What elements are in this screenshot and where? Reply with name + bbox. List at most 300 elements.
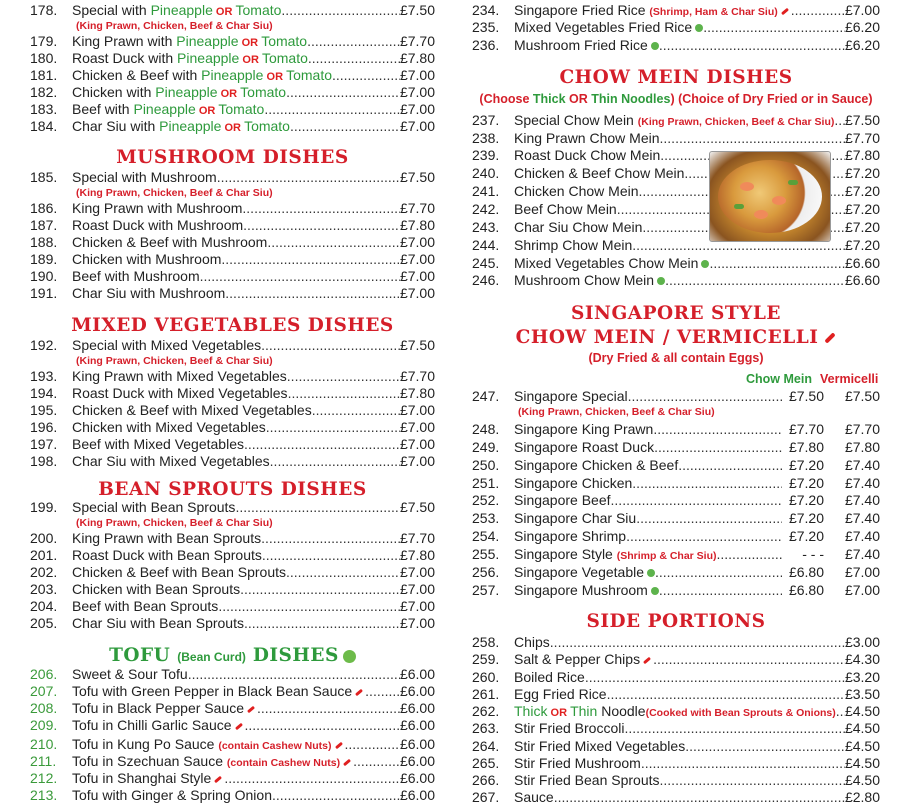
- item-price: £7.70: [788, 421, 824, 437]
- item-name-part: Special with Mushroom: [72, 169, 217, 185]
- item-name: [72, 499, 235, 516]
- item-name-part: Pineapple: [150, 2, 213, 18]
- item-name-part: Chicken with Bean Sprouts: [72, 581, 241, 597]
- vegetarian-icon: [651, 587, 659, 595]
- item-name-part: Pineapple: [176, 33, 239, 49]
- section-heading: CHOW MEIN DISHES: [559, 67, 793, 88]
- item-number: 212.: [30, 770, 58, 786]
- item-name: [514, 528, 626, 545]
- menu-item: [30, 118, 435, 135]
- item-number: 181.: [30, 67, 58, 83]
- item-name: [72, 453, 270, 470]
- item-price: £2.80: [844, 789, 880, 805]
- item-name-part: Singapore Chicken & Beef: [514, 457, 679, 473]
- item-name: [514, 755, 641, 772]
- leader-dots: [288, 385, 400, 402]
- leader-dots: [836, 703, 845, 720]
- item-price-vermicelli: £7.40: [844, 475, 880, 491]
- item-number: 210.: [30, 736, 58, 752]
- item-name-part: Singapore Fried Rice: [514, 2, 650, 18]
- item-number: 178.: [30, 2, 58, 18]
- item-number: 258.: [472, 634, 500, 650]
- leader-dots: [628, 388, 782, 405]
- menu-item: [472, 720, 880, 737]
- item-price: £7.50: [399, 337, 435, 353]
- item-number: 186.: [30, 200, 58, 216]
- leader-dots: [685, 738, 845, 755]
- item-name-part: Beef with Bean Sprouts: [72, 598, 219, 614]
- item-number: 213.: [30, 787, 58, 803]
- item-price: £7.20: [788, 528, 824, 544]
- item-price-vermicelli: £7.40: [844, 528, 880, 544]
- item-number: 240.: [472, 165, 500, 181]
- column-header-vermicelli: Vermicelli: [820, 372, 879, 386]
- item-number: 203.: [30, 581, 58, 597]
- item-name-part: Char Siu with Bean Sprouts: [72, 615, 244, 631]
- vegetarian-icon: [651, 42, 659, 50]
- item-price: £7.80: [399, 217, 435, 233]
- item-name: [514, 255, 709, 272]
- leader-dots: [286, 84, 400, 101]
- menu-item: [30, 615, 435, 632]
- item-number: 235.: [472, 19, 500, 35]
- menu-item: [472, 686, 880, 703]
- leader-dots: [653, 421, 782, 438]
- item-price: £7.50: [399, 169, 435, 185]
- item-name: [72, 268, 200, 285]
- item-name-part: Tofu in Shanghai Style: [72, 770, 212, 786]
- leader-dots: [218, 598, 400, 615]
- item-price: £7.00: [844, 2, 880, 18]
- menu-item: [30, 736, 435, 753]
- item-price-vermicelli: £7.00: [844, 564, 880, 580]
- item-name: [514, 37, 659, 54]
- item-number: 205.: [30, 615, 58, 631]
- item-number: 194.: [30, 385, 58, 401]
- item-name-part: Sweet & Sour Tofu: [72, 666, 188, 682]
- item-number: 238.: [472, 130, 500, 146]
- menu-item: [472, 2, 880, 19]
- chili-icon: [343, 759, 351, 766]
- item-name: [514, 219, 642, 236]
- menu-item: [30, 50, 435, 67]
- item-name-part: Chips: [514, 634, 550, 650]
- item-name-part: Singapore Chicken: [514, 475, 633, 491]
- item-price: £7.20: [788, 457, 824, 473]
- leader-dots: [791, 2, 845, 19]
- item-number: 241.: [472, 183, 500, 199]
- item-name-part: King Prawn with Bean Sprouts: [72, 530, 262, 546]
- item-number: 195.: [30, 402, 58, 418]
- item-price: £6.00: [399, 787, 435, 803]
- leader-dots: [240, 581, 400, 598]
- menu-item: [30, 598, 435, 615]
- leader-dots: [550, 634, 845, 651]
- item-name: [514, 686, 607, 703]
- leader-dots: [267, 234, 400, 251]
- menu-item: [472, 634, 880, 651]
- item-name: [72, 402, 312, 419]
- item-price: £4.50: [844, 703, 880, 719]
- menu-item: [472, 130, 880, 147]
- item-name: [514, 703, 836, 720]
- item-name-part: Boiled Rice: [514, 669, 585, 685]
- leader-dots: [654, 439, 782, 456]
- item-name: [72, 84, 286, 101]
- menu-item: [30, 787, 435, 804]
- item-name-part: Special with: [72, 2, 151, 18]
- item-number: 182.: [30, 84, 58, 100]
- item-number: 184.: [30, 118, 58, 134]
- item-name-part: King Prawn with Mixed Vegetables: [72, 368, 287, 384]
- item-name: [72, 285, 225, 302]
- item-price: £7.00: [399, 598, 435, 614]
- menu-item: [472, 421, 880, 438]
- menu-item: [30, 169, 435, 186]
- leader-dots: [665, 272, 845, 289]
- item-price: £7.00: [399, 118, 435, 134]
- note-part: Thin Noodles: [591, 92, 671, 106]
- item-name-part: Special Chow Mein: [514, 112, 638, 128]
- heading-part: TOFU: [109, 645, 171, 666]
- item-price: £3.50: [844, 686, 880, 702]
- item-name-part: Special with Bean Sprouts: [72, 499, 236, 515]
- menu-item: [30, 419, 435, 436]
- item-name: [72, 234, 267, 251]
- item-name-part: OR: [547, 707, 571, 719]
- item-name: [514, 510, 636, 527]
- leader-dots: [312, 402, 400, 419]
- item-number: 183.: [30, 101, 58, 117]
- note-part: (Choose: [479, 92, 533, 106]
- item-name-part: OR: [238, 37, 262, 49]
- item-name: [72, 717, 245, 734]
- item-price: £7.20: [788, 492, 824, 508]
- menu-item: [30, 285, 435, 302]
- item-price: - - -: [802, 546, 824, 562]
- menu-item: [30, 84, 435, 101]
- menu-item: [30, 770, 435, 787]
- item-name-part: Beef with Mixed Vegetables: [72, 436, 244, 452]
- item-name: [72, 337, 261, 354]
- item-name: [514, 789, 554, 806]
- menu-item: [30, 547, 435, 564]
- menu-item: [472, 510, 880, 527]
- item-name: [514, 634, 550, 651]
- menu-item: [30, 753, 435, 770]
- item-name: [514, 669, 585, 686]
- menu-item: [472, 564, 880, 581]
- leader-dots: [660, 130, 845, 147]
- item-name-part: Tofu in Szechuan Sauce: [72, 753, 227, 769]
- item-price-vermicelli: £7.80: [844, 439, 880, 455]
- chili-icon: [355, 689, 363, 696]
- item-number: 267.: [472, 789, 500, 805]
- item-name-part: Tofu in Black Pepper Sauce: [72, 700, 244, 716]
- item-price: £6.00: [399, 770, 435, 786]
- item-number: 191.: [30, 285, 58, 301]
- item-number: 245.: [472, 255, 500, 271]
- item-price: £6.80: [788, 582, 824, 598]
- leader-dots: [262, 547, 400, 564]
- item-name-part: (contain Cashew Nuts): [226, 757, 341, 769]
- item-price-vermicelli: £7.00: [844, 582, 880, 598]
- item-name: [514, 582, 659, 599]
- menu-item: [472, 546, 880, 563]
- item-name-part: OR: [221, 122, 245, 134]
- menu-item: [472, 492, 880, 509]
- item-name: [514, 457, 678, 474]
- item-name-part: OR: [239, 54, 262, 66]
- item-number: 198.: [30, 453, 58, 469]
- menu-item: [472, 388, 880, 405]
- leader-dots: [261, 530, 400, 547]
- menu-item: [30, 499, 435, 516]
- item-price: £7.50: [788, 388, 824, 404]
- menu-item: [472, 669, 880, 686]
- item-number: 211.: [30, 753, 57, 769]
- item-name-part: Tofu in Kung Po Sauce: [72, 736, 219, 752]
- item-name-part: Char Siu with Mixed Vegetables: [72, 453, 270, 469]
- item-name-part: Mixed Vegetables Fried Rice: [514, 19, 693, 35]
- item-name-part: Salt & Pepper Chips: [514, 651, 641, 667]
- item-name: [514, 201, 617, 218]
- item-number: 189.: [30, 251, 58, 267]
- item-number: 252.: [472, 492, 500, 508]
- menu-item: [30, 581, 435, 598]
- item-name-part: Roast Duck with: [72, 50, 178, 66]
- item-number: 243.: [472, 219, 500, 235]
- leader-dots: [217, 169, 400, 186]
- item-name: [514, 388, 628, 405]
- menu-item: [30, 402, 435, 419]
- leader-dots: [200, 268, 400, 285]
- item-name: [514, 421, 653, 438]
- leader-dots: [243, 217, 400, 234]
- leader-dots: [332, 67, 400, 84]
- item-name-part: Singapore Vegetable: [514, 564, 644, 580]
- item-price: £6.80: [788, 564, 824, 580]
- item-price: £6.00: [399, 700, 435, 716]
- leader-dots: [287, 368, 400, 385]
- item-price: £7.80: [844, 147, 880, 163]
- item-name: [72, 385, 288, 402]
- item-name: [72, 581, 240, 598]
- item-name-part: Roast Duck with Mixed Vegetables: [72, 385, 288, 401]
- item-price: £6.20: [844, 37, 880, 53]
- item-name-part: Chicken with Mushroom: [72, 251, 222, 267]
- menu-item: [472, 439, 880, 456]
- item-name-part: Tomato: [286, 67, 332, 83]
- item-price: £7.50: [844, 112, 880, 128]
- item-price-vermicelli: £7.40: [844, 457, 880, 473]
- leader-dots: [345, 736, 400, 753]
- vegetarian-icon: [657, 277, 665, 285]
- item-name: [514, 272, 665, 289]
- item-name-part: Char Siu with Mushroom: [72, 285, 226, 301]
- item-name: [72, 736, 345, 753]
- leader-dots: [266, 419, 400, 436]
- item-number: 250.: [472, 457, 500, 473]
- leader-dots: [834, 112, 845, 129]
- item-name: [514, 651, 653, 668]
- item-number: 242.: [472, 201, 500, 217]
- item-price: £4.50: [844, 720, 880, 736]
- item-name: [72, 118, 290, 135]
- item-name-part: Pineapple: [177, 50, 240, 66]
- leader-dots: [653, 651, 845, 668]
- item-name-part: Tomato: [261, 33, 308, 49]
- menu-item: [472, 755, 880, 772]
- menu-item: [30, 683, 435, 700]
- item-number: 264.: [472, 738, 500, 754]
- leader-dots: [245, 717, 400, 734]
- item-number: 202.: [30, 564, 58, 580]
- menu-item: [30, 717, 435, 734]
- leader-dots: [632, 475, 782, 492]
- menu-item: [30, 666, 435, 683]
- item-name: [72, 169, 217, 186]
- vegetarian-icon: [343, 650, 356, 663]
- chili-icon: [214, 776, 222, 783]
- item-name-part: Pineapple: [159, 118, 222, 134]
- item-name: [72, 2, 281, 19]
- chili-icon: [247, 706, 255, 713]
- menu-item: [472, 112, 880, 129]
- item-name-part: Char Siu with: [72, 118, 160, 134]
- item-number: 265.: [472, 755, 500, 771]
- menu-item: [30, 200, 435, 217]
- item-name-part: Beef with Mushroom: [72, 268, 200, 284]
- item-name: [72, 101, 264, 118]
- item-name: [72, 530, 261, 547]
- item-name-part: (Cooked with Bean Sprouts & Onions): [645, 707, 836, 719]
- menu-item: [30, 453, 435, 470]
- leader-dots: [585, 669, 845, 686]
- item-price: £7.20: [844, 237, 880, 253]
- menu-item: [30, 268, 435, 285]
- leader-dots: [365, 683, 400, 700]
- item-number: 201.: [30, 547, 58, 563]
- menu-item: [472, 19, 880, 36]
- item-price: £3.20: [844, 669, 880, 685]
- item-name: [72, 547, 262, 564]
- leader-dots: [235, 499, 400, 516]
- item-number: 261.: [472, 686, 500, 702]
- item-price: £7.20: [788, 510, 824, 526]
- item-name-part: Chicken & Beef with Bean Sprouts: [72, 564, 287, 580]
- item-name-part: Beef Chow Mein: [514, 201, 617, 217]
- item-name-part: Singapore Mushroom: [514, 582, 648, 598]
- leader-dots: [242, 200, 400, 217]
- item-number: 266.: [472, 772, 500, 788]
- item-name: [514, 564, 655, 581]
- item-number: 204.: [30, 598, 58, 614]
- item-note: (King Prawn, Chicken, Beef & Char Siu): [76, 187, 273, 199]
- item-number: 247.: [472, 388, 500, 404]
- leader-dots: [224, 770, 400, 787]
- item-price: £6.00: [399, 717, 435, 733]
- item-number: 263.: [472, 720, 500, 736]
- item-number: 180.: [30, 50, 58, 66]
- leader-dots: [257, 700, 400, 717]
- item-name-part: Pineapple: [201, 67, 264, 83]
- item-name-part: (King Prawn, Chicken, Beef & Char Siu): [637, 116, 835, 128]
- menu-item: [472, 651, 880, 668]
- chili-icon: [234, 723, 242, 730]
- menu-item: [30, 217, 435, 234]
- item-name: [514, 147, 660, 164]
- item-name-part: Stir Fried Mushroom: [514, 755, 641, 771]
- heading-part: CHOW MEIN / VERMICELLI: [515, 327, 819, 348]
- leader-dots: [307, 33, 400, 50]
- leader-dots: [659, 37, 845, 54]
- leader-dots: [659, 582, 782, 599]
- chili-icon: [334, 742, 342, 749]
- item-name: [72, 683, 365, 700]
- item-name-part: Tomato: [240, 84, 287, 100]
- item-price: £4.50: [844, 772, 880, 788]
- item-name-part: Char Siu Chow Mein: [514, 219, 643, 235]
- note-part: Thick: [532, 92, 566, 106]
- leader-dots: [225, 285, 400, 302]
- item-name-part: King Prawn Chow Mein: [514, 130, 660, 146]
- leader-dots: [286, 564, 400, 581]
- item-name-part: Beef with: [72, 101, 134, 117]
- item-price: £7.00: [399, 436, 435, 452]
- item-name-part: (Shrimp, Ham & Char Siu): [649, 6, 778, 18]
- item-name-part: Roast Duck Chow Mein: [514, 147, 661, 163]
- item-name-part: Chicken with: [72, 84, 156, 100]
- item-number: 262.: [472, 703, 500, 719]
- item-number: 197.: [30, 436, 58, 452]
- item-price: £6.60: [844, 272, 880, 288]
- menu-item: [30, 700, 435, 717]
- item-number: 209.: [30, 717, 58, 733]
- section-heading: MUSHROOM DISHES: [116, 147, 349, 168]
- item-name-part: Mushroom Chow Mein: [514, 272, 655, 288]
- item-name: [72, 67, 332, 84]
- item-number: 260.: [472, 669, 500, 685]
- item-name-part: OR: [263, 71, 287, 83]
- leader-dots: [709, 255, 845, 272]
- menu-item: [30, 385, 435, 402]
- item-name: [514, 112, 834, 129]
- heading-part: DISHES: [252, 645, 339, 666]
- item-price: £7.00: [399, 84, 435, 100]
- item-price: £7.00: [399, 453, 435, 469]
- leader-dots: [611, 492, 782, 509]
- item-name-part: Pineapple: [133, 101, 196, 117]
- menu-item: [30, 530, 435, 547]
- item-name: [514, 475, 632, 492]
- item-price-vermicelli: £7.40: [844, 492, 880, 508]
- item-number: 207.: [30, 683, 58, 699]
- item-price: £7.70: [399, 530, 435, 546]
- item-note: (King Prawn, Chicken, Beef & Char Siu): [76, 355, 273, 367]
- leader-dots: [641, 755, 845, 772]
- heading-part: (Bean Curd): [177, 650, 246, 664]
- menu-item: [30, 436, 435, 453]
- item-name-part: Singapore Style: [514, 546, 617, 562]
- item-name-part: (Shrimp & Char Siu): [616, 550, 717, 562]
- item-price-vermicelli: £7.40: [844, 510, 880, 526]
- menu-item: [472, 272, 880, 289]
- item-name-part: Tomato: [261, 50, 308, 66]
- chili-icon: [781, 8, 789, 15]
- item-number: 251.: [472, 475, 500, 491]
- item-name-part: Stir Fried Broccoli: [514, 720, 625, 736]
